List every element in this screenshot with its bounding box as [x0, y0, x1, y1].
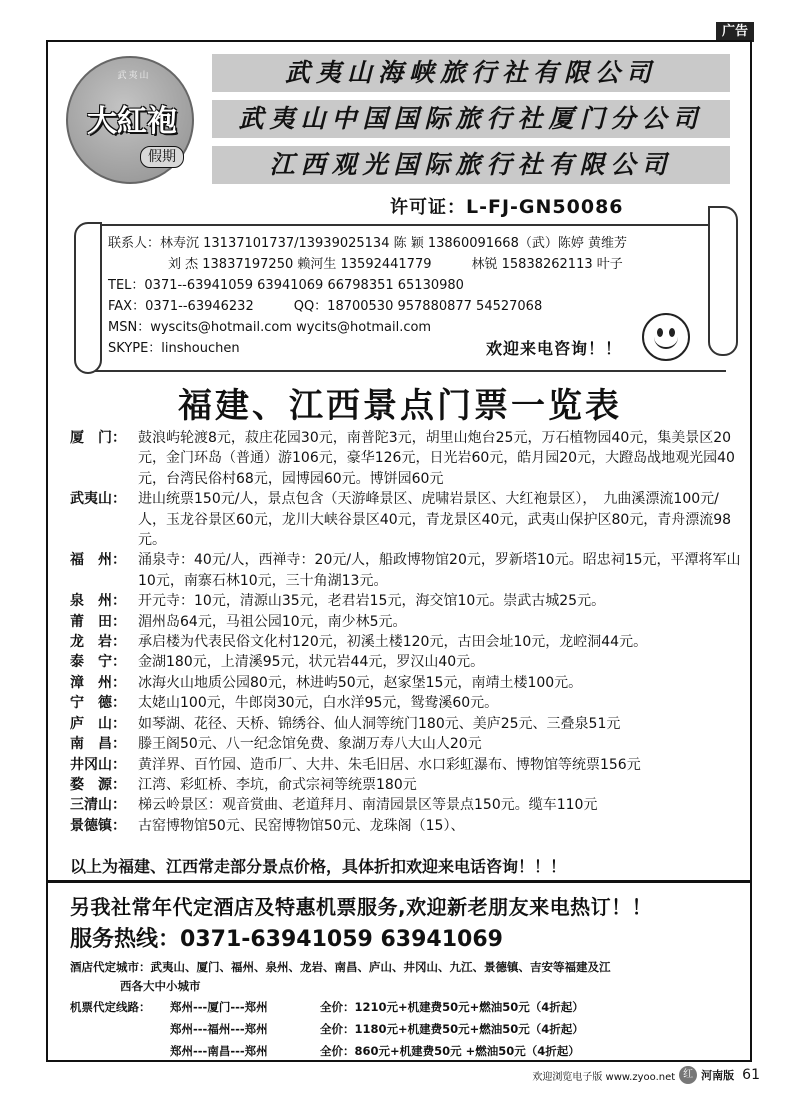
- list-item: [70, 816, 742, 836]
- list-item: [70, 550, 742, 591]
- list-item: [70, 632, 742, 652]
- company-name: 武夷山中国国际旅行社厦门分公司: [212, 100, 730, 138]
- list-item: [70, 612, 742, 632]
- city-label: 漳 州：: [70, 674, 126, 691]
- table-row: [70, 1018, 742, 1040]
- contact-fax-qq: [108, 296, 728, 317]
- flight-route: 郑州---南昌---郑州: [170, 1044, 268, 1058]
- price-note: 以上为福建、江西常走部分景点价格，具体折扣欢迎来电话咨询！！！: [70, 857, 567, 876]
- company-name: 武夷山海峡旅行社有限公司: [212, 54, 730, 92]
- city-prices: 江湾、彩虹桥、李坑，俞式宗祠等统票180元: [138, 776, 417, 793]
- table-row: [70, 996, 742, 1018]
- list-item: [70, 428, 742, 489]
- city-prices: 滕王阁50元、八一纪念馆免费、象湖万寿八大山人20元: [138, 736, 482, 753]
- list-item: [70, 652, 742, 672]
- city-label: 泰 宁：: [70, 654, 126, 671]
- city-prices: 如琴湖、花径、天桥、锦绣谷、仙人洞等统门180元、美庐25元、三叠泉51元: [138, 715, 621, 732]
- promo-text: 另我社常年代定酒店及特惠机票服务,欢迎新老朋友来电热订！！: [70, 895, 653, 919]
- flight-price: 全价：1180元+机建费50元+燃油50元（4折起）: [320, 1022, 584, 1036]
- city-label: 婺 源：: [70, 776, 126, 793]
- city-label: 厦 门：: [70, 430, 126, 446]
- contact-skype: SKYPE：linshouchen: [108, 341, 240, 356]
- city-label: 三清山：: [70, 797, 126, 814]
- contact-persons-2b: 林锐 15838262113 叶子: [471, 257, 623, 272]
- license-number: [390, 193, 624, 219]
- contact-qq: QQ：18700530 957880877 54527068: [293, 299, 543, 314]
- contact-tel: TEL：0371--63941059 63941069 66798351 65130980: [108, 278, 464, 293]
- logo-main-text: 大紅袍: [87, 104, 177, 139]
- hotline-numbers: 0371-63941059 63941069: [180, 927, 503, 952]
- list-item: [70, 795, 742, 815]
- city-prices: 梯云岭景区：观音赏曲、老道拜月、南清园景区等景点150元。缆车110元: [138, 797, 598, 814]
- city-prices: 冰海火山地质公园80元，林进屿50元，赵家堡15元，南靖土楼100元。: [138, 674, 583, 691]
- city-prices: 鼓浪屿轮渡8元，菽庄花园30元，南普陀3元，胡里山炮台25元，万石植物园40元，集美景区20元，金门环岛（普通）游106元，豪华126元，日光岩60元，皓月园20元，大蹬岛战地观光园40元，台湾民俗村68元，园博园60元。博饼园60元: [138, 430, 735, 487]
- contact-persons-2a: 刘 杰 13837197250 赖河生 13592441779: [168, 257, 432, 272]
- city-label: 莆 田：: [70, 613, 126, 630]
- page-title: 福建、江西景点门票一览表: [178, 386, 622, 426]
- city-label: 井冈山：: [70, 756, 126, 773]
- logo-arc-text: 武夷山: [117, 71, 151, 81]
- license-label: 许可证：: [390, 197, 466, 218]
- city-prices: 承启楼为代表民俗文化村120元，初溪土楼120元，古田会址10元，龙崆洞44元。: [138, 634, 648, 651]
- list-item: [70, 673, 742, 693]
- city-prices: 太姥山100元，牛郎岗30元，白水洋95元，鸳鸯溪60元。: [138, 695, 499, 712]
- attraction-list: [70, 428, 742, 836]
- flight-price: 全价：1210元+机建费50元+燃油50元（4折起）: [320, 1000, 584, 1014]
- logo-sub-text: 假期: [140, 146, 184, 168]
- contact-persons: 联系人：林寿沉 13137101737/13939025134 陈 颖 13860091668（武）陈婷 黄维芳: [108, 236, 627, 251]
- smiley-icon: [642, 313, 690, 361]
- hotel-cities-cont: 西各大中小城市: [120, 979, 201, 993]
- service-hotline: [70, 922, 503, 953]
- company-banners: [212, 54, 730, 192]
- city-prices: 金湖180元，上清溪95元，状元岩44元，罗汉山40元。: [138, 654, 485, 671]
- list-item: [70, 591, 742, 611]
- flight-booking: [70, 996, 742, 1062]
- hotel-cities: 酒店代定城市：武夷山、厦门、福州、泉州、龙岩、南昌、庐山、井冈山、九江、景德镇、吉安等福建及江: [70, 960, 611, 974]
- ad-tag: 广告: [716, 22, 754, 42]
- divider: [48, 880, 750, 883]
- brand-logo: [66, 56, 194, 184]
- city-prices: 湄州岛64元，马祖公园10元，南少林5元。: [138, 613, 407, 630]
- list-item: [70, 734, 742, 754]
- contact-info: [108, 233, 728, 359]
- list-item: [70, 489, 742, 550]
- table-row: [70, 1040, 742, 1062]
- city-label: 庐 山：: [70, 715, 126, 732]
- flight-route: 郑州---厦门---郑州: [170, 1000, 268, 1014]
- flight-price: 全价：860元+机建费50元 +燃油50元（4折起）: [320, 1044, 580, 1058]
- edition-label: 河南版: [701, 1069, 735, 1082]
- page-footer: [532, 1066, 760, 1084]
- city-label: 宁 德：: [70, 695, 126, 712]
- scroll-curl-left: [74, 222, 102, 374]
- page-number: 61: [742, 1067, 760, 1083]
- city-prices: 黄洋界、百竹园、造币厂、大井、朱毛旧居、水口彩虹瀑布、博物馆等统票156元: [138, 756, 641, 773]
- flight-label: 机票代定线路：: [70, 1000, 151, 1014]
- city-prices: 涌泉寺：40元/人，西禅寺：20元/人，船政博物馆20元，罗新塔10元。昭忠祠15元，平潭将军山10元，南寨石林10元，三十角湖13元。: [138, 552, 741, 589]
- city-prices: 进山统票150元/人，景点包含（天游峰景区、虎啸岩景区、大红袍景区）， 九曲溪漂流100元/人，玉龙谷景区60元，龙川大峡谷景区40元，青龙景区40元，武夷山保护区80元，青舟漂流98元。: [138, 491, 732, 549]
- list-item: [70, 714, 742, 734]
- welcome-text: 欢迎来电咨询！！: [486, 339, 623, 358]
- hotel-booking: [70, 958, 742, 996]
- list-item: [70, 693, 742, 713]
- list-item: [70, 775, 742, 795]
- contact-persons-2: [108, 254, 728, 275]
- company-name: 江西观光国际旅行社有限公司: [212, 146, 730, 184]
- hotline-label: 服务热线：: [70, 927, 181, 952]
- city-label: 景德镇：: [70, 817, 126, 834]
- city-label: 福 州：: [70, 552, 126, 569]
- city-label: 南 昌：: [70, 736, 126, 753]
- hong-badge-icon: 红: [679, 1066, 697, 1084]
- city-label: 泉 州：: [70, 593, 126, 610]
- contact-msn: MSN：wyscits@hotmail.com wycits@hotmail.com: [108, 320, 432, 335]
- city-label: 龙 岩：: [70, 634, 126, 651]
- list-item: [70, 755, 742, 775]
- license-value: L-FJ-GN50086: [466, 196, 624, 218]
- flight-route: 郑州---福州---郑州: [170, 1022, 268, 1036]
- footer-site: 欢迎浏览电子版 www.zyoo.net: [532, 1071, 676, 1083]
- city-prices: 开元寺：10元，清源山35元，老君岩15元，海交馆10元。崇武古城25元。: [138, 593, 606, 610]
- contact-fax: FAX：0371--63946232: [108, 299, 254, 314]
- city-label: 武夷山：: [70, 491, 126, 508]
- city-prices: 古窑博物馆50元、民窑博物馆50元、龙珠阁（15）、: [138, 817, 465, 834]
